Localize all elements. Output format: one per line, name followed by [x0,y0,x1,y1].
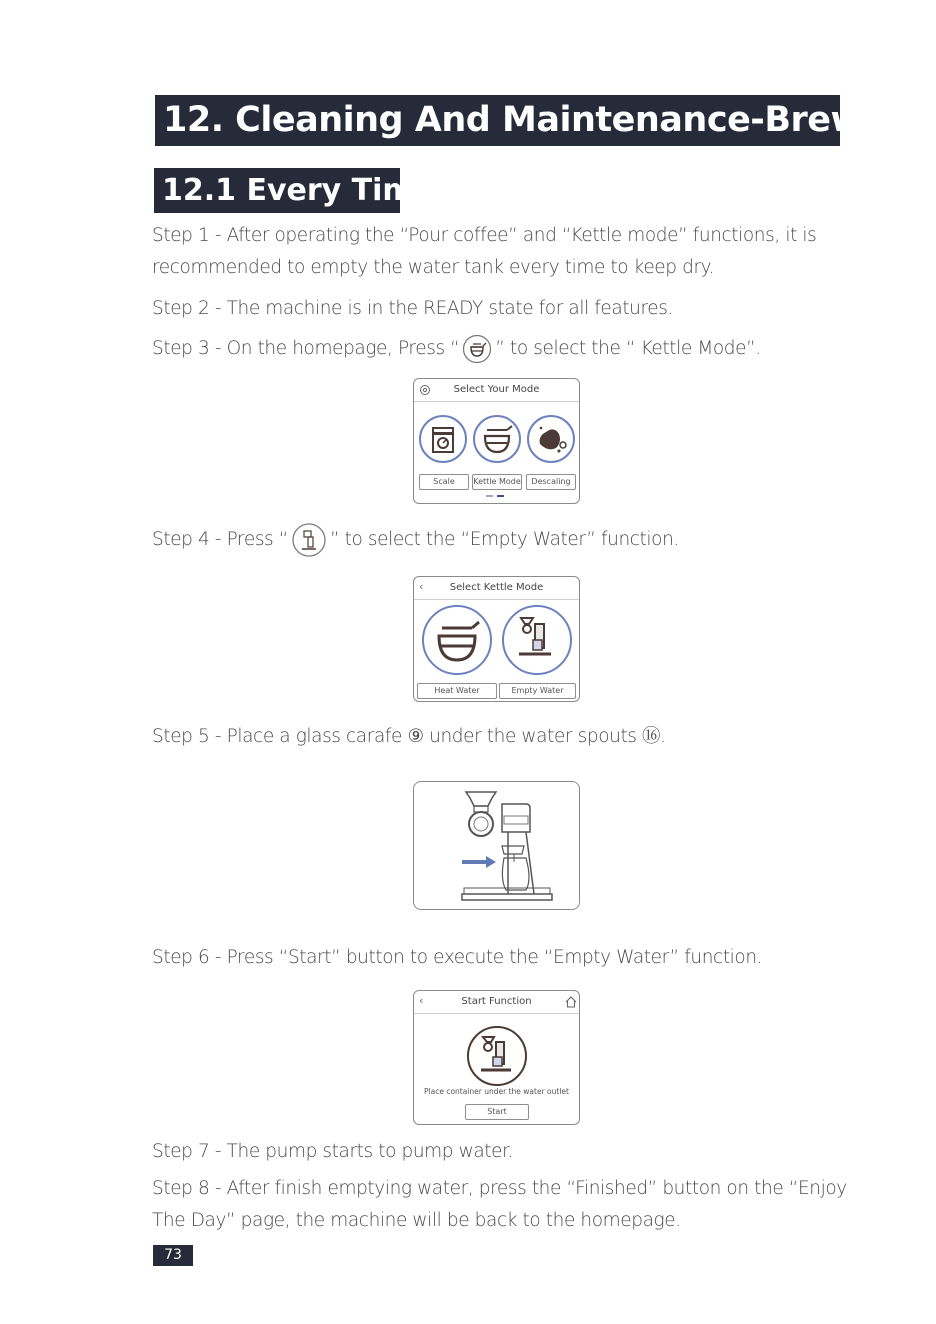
empty-water-machine-icon [466,1025,528,1087]
back-chevron-icon[interactable]: ‹ [419,580,424,593]
start-function-title: Start Function [414,991,579,1014]
step-6: Step 6 - Press “Start” button to execute the “Empty Water” function. [152,947,763,968]
step-7: Step 7 - The pump starts to pump water. [152,1141,514,1162]
start-button[interactable]: Start [465,1104,529,1120]
heat-water-button[interactable]: Heat Water [417,683,497,699]
step-4-text-after: ” to select the “Empty Water” function. [329,529,679,550]
machine-illustration [413,781,580,910]
kettle-mode-button[interactable]: Kettle Mode [472,474,522,490]
heat-water-kettle-icon[interactable] [421,604,493,676]
subsection-title: 12.1 Every Time [154,168,400,213]
empty-water-machine-icon[interactable] [501,604,573,676]
back-chevron-icon[interactable]: ‹ [419,994,424,1007]
section-title: 12. Cleaning And Maintenance-Brewer [155,95,840,146]
descaling-icon[interactable] [526,414,576,464]
kettle-icon[interactable] [472,414,522,464]
kettle-mode-screen [413,576,580,702]
step-2: Step 2 - The machine is in the READY state for all features. [152,298,674,319]
descaling-button[interactable]: Descaling [526,474,576,490]
settings-gear-icon[interactable] [419,384,431,396]
home-icon[interactable] [565,996,577,1008]
step-3-text-before: Step 3 - On the homepage, Press “ [152,338,460,359]
kettle-mode-title: Select Kettle Mode [414,577,579,600]
page-dot-2 [497,495,504,497]
step-3 [152,333,761,365]
scale-icon[interactable] [418,414,468,464]
step-8-line-2: The Day” page, the machine will be back to the homepage. [152,1210,681,1231]
step-4-text-before: Step 4 - Press “ [152,529,288,550]
instruction-text: Place container under the water outlet [424,1087,569,1096]
select-mode-screen [413,378,580,504]
select-mode-title: Select Your Mode [414,379,579,402]
step-5: Step 5 - Place a glass carafe ⑨ under the water spouts ⑯. [152,726,666,747]
step-8-line-1: Step 8 - After finish emptying water, press the “Finished” button on the “Enjoy [152,1178,847,1199]
coffee-machine-carafe-illustration [414,782,578,908]
scale-button[interactable]: Scale [419,474,469,490]
empty-water-button[interactable]: Empty Water [499,683,576,699]
step-1-line-1: Step 1 - After operating the “Pour coffee” and “Kettle mode” functions, it is [152,225,817,246]
step-3-text-after: ” to select the “ Kettle Mode”. [495,338,761,359]
page-dot-1 [486,495,493,497]
start-function-screen [413,990,580,1125]
page-number: 73 [153,1245,193,1266]
step-1-line-2: recommended to empty the water tank every time to keep dry. [152,257,715,278]
empty-water-icon [291,522,327,558]
kettle-mode-icon [462,334,492,364]
step-4 [152,522,679,558]
